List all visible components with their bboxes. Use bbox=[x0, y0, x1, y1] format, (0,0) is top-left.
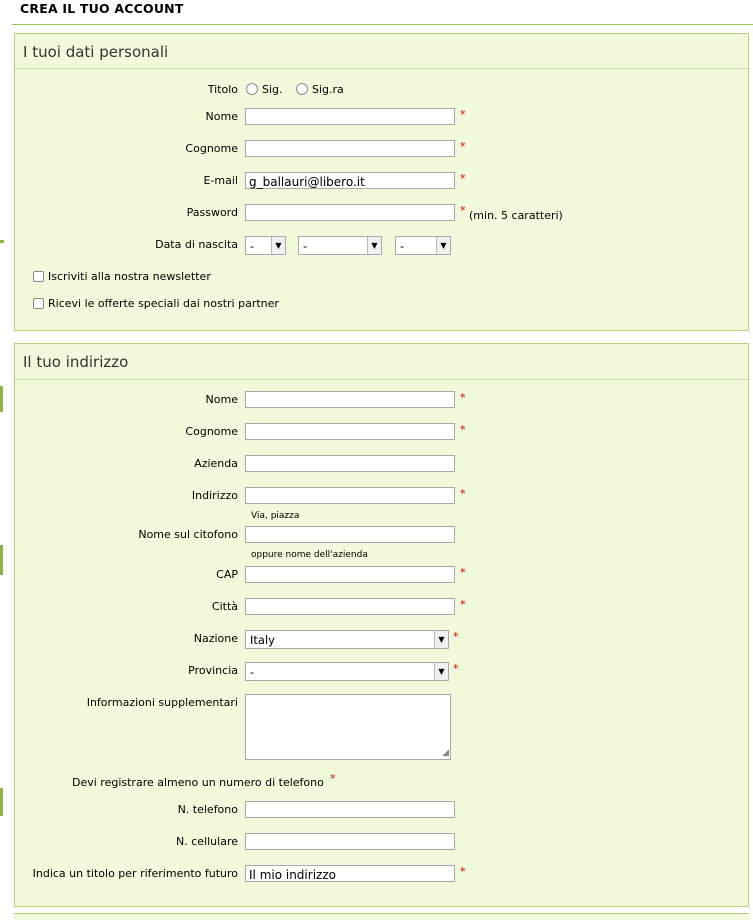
required-mark: * bbox=[453, 662, 459, 675]
birth-date-label: Data di nascita bbox=[155, 238, 238, 251]
address-legend bbox=[15, 344, 748, 380]
address-last-name-label: Cognome bbox=[185, 425, 238, 438]
address-alias-label: Indica un titolo per riferimento futuro bbox=[32, 867, 238, 880]
postal-code-label: CAP bbox=[216, 568, 238, 581]
intercom-hint: oppure nome dell'azienda bbox=[251, 550, 368, 560]
required-mark: * bbox=[460, 391, 466, 404]
country-label: Nazione bbox=[193, 632, 238, 645]
page-title: CREA IL TUO ACCOUNT bbox=[20, 1, 184, 16]
street-label: Indirizzo bbox=[191, 489, 238, 502]
birth-day-value: - bbox=[250, 239, 255, 253]
street-input[interactable] bbox=[245, 487, 455, 504]
country-value: Italy bbox=[250, 633, 275, 647]
city-input[interactable] bbox=[245, 598, 455, 615]
email-input[interactable]: g_ballauri@libero.it bbox=[245, 172, 455, 189]
required-mark: * bbox=[460, 108, 466, 121]
company-input[interactable] bbox=[245, 455, 455, 472]
address-first-name-input[interactable] bbox=[245, 391, 455, 408]
edge-mark bbox=[0, 788, 3, 816]
title-sigra-radio[interactable] bbox=[296, 83, 308, 95]
required-mark: * bbox=[330, 772, 336, 785]
required-mark: * bbox=[460, 204, 466, 217]
required-mark: * bbox=[453, 630, 459, 643]
birth-month-value: - bbox=[303, 239, 308, 253]
last-name-input[interactable] bbox=[245, 140, 455, 157]
password-input[interactable] bbox=[245, 204, 455, 221]
mobile-label: N. cellulare bbox=[176, 835, 238, 848]
additional-info-textarea[interactable] bbox=[245, 694, 451, 760]
required-mark: * bbox=[460, 423, 466, 436]
phone-label: N. telefono bbox=[177, 803, 238, 816]
required-mark: * bbox=[460, 140, 466, 153]
email-label: E-mail bbox=[203, 174, 238, 187]
password-hint: (min. 5 caratteri) bbox=[469, 209, 563, 222]
newsletter-label[interactable]: Iscriviti alla nostra newsletter bbox=[48, 270, 211, 283]
address-alias-input[interactable]: Il mio indirizzo bbox=[245, 865, 455, 882]
resize-grip-icon[interactable]: ◢ bbox=[442, 748, 449, 758]
additional-info-label: Informazioni supplementari bbox=[86, 696, 238, 709]
required-mark: * bbox=[460, 172, 466, 185]
required-mark: * bbox=[460, 865, 466, 878]
phone-required-note: Devi registrare almeno un numero di telefono bbox=[72, 776, 324, 789]
company-label: Azienda bbox=[194, 457, 238, 470]
address-section bbox=[14, 343, 749, 907]
postal-code-input[interactable] bbox=[245, 566, 455, 583]
chevron-down-icon: ▼ bbox=[434, 663, 448, 680]
title-divider bbox=[12, 24, 753, 25]
required-mark: * bbox=[460, 566, 466, 579]
title-sigra-label[interactable]: Sig.ra bbox=[312, 83, 344, 96]
city-label: Città bbox=[211, 600, 238, 613]
chevron-down-icon: ▼ bbox=[271, 237, 285, 254]
first-name-label: Nome bbox=[205, 110, 238, 123]
required-mark: * bbox=[460, 598, 466, 611]
first-name-input[interactable] bbox=[245, 108, 455, 125]
chevron-down-icon: ▼ bbox=[367, 237, 381, 254]
password-label: Password bbox=[186, 206, 238, 219]
last-name-label: Cognome bbox=[185, 142, 238, 155]
birth-year-select[interactable] bbox=[395, 236, 451, 255]
mobile-input[interactable] bbox=[245, 833, 455, 850]
birth-year-value: - bbox=[400, 239, 405, 253]
country-select[interactable] bbox=[245, 630, 449, 649]
partner-offers-checkbox[interactable] bbox=[33, 298, 44, 309]
street-hint: Via, piazza bbox=[251, 511, 300, 521]
edge-mark bbox=[0, 545, 3, 575]
edge-mark bbox=[0, 240, 4, 243]
address-last-name-input[interactable] bbox=[245, 423, 455, 440]
chevron-down-icon: ▼ bbox=[436, 237, 450, 254]
phone-input[interactable] bbox=[245, 801, 455, 818]
newsletter-checkbox[interactable] bbox=[33, 271, 44, 282]
province-label: Provincia bbox=[188, 664, 238, 677]
title-sig-label[interactable]: Sig. bbox=[262, 83, 283, 96]
title-label: Titolo bbox=[207, 83, 238, 96]
partner-offers-label[interactable]: Ricevi le offerte speciali dai nostri partner bbox=[48, 297, 279, 310]
address-first-name-label: Nome bbox=[205, 393, 238, 406]
title-sig-radio[interactable] bbox=[246, 83, 258, 95]
intercom-name-input[interactable] bbox=[245, 526, 455, 543]
birth-month-select[interactable] bbox=[298, 236, 382, 255]
province-select[interactable] bbox=[245, 662, 449, 681]
personal-data-legend bbox=[15, 34, 748, 69]
intercom-name-label: Nome sul citofono bbox=[138, 528, 238, 541]
edge-mark bbox=[0, 386, 3, 412]
chevron-down-icon: ▼ bbox=[434, 631, 448, 648]
province-value: - bbox=[250, 665, 255, 679]
personal-data-heading: I tuoi dati personali bbox=[23, 43, 169, 61]
birth-day-select[interactable] bbox=[245, 236, 286, 255]
address-heading: Il tuo indirizzo bbox=[23, 353, 129, 371]
personal-data-section bbox=[14, 33, 749, 331]
required-mark: * bbox=[460, 487, 466, 500]
